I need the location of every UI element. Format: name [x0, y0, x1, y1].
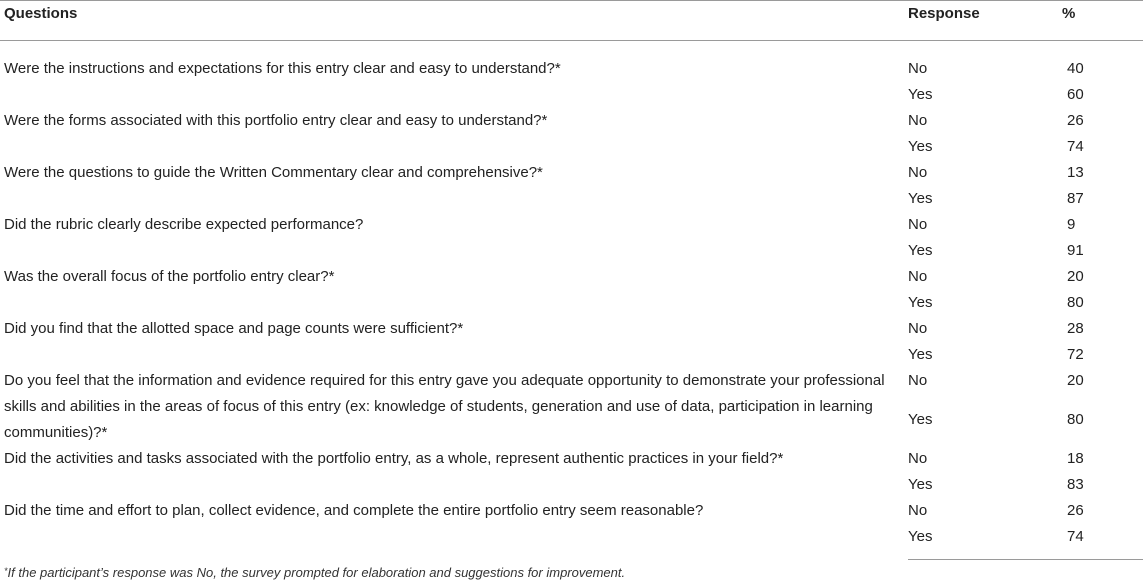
- response-cell: Yes: [908, 86, 933, 103]
- question-cell: [0, 108, 908, 160]
- table-body: [0, 41, 1143, 560]
- response-cell: Yes: [908, 294, 933, 311]
- table-header: [0, 1, 1143, 41]
- question-text: Do you feel that the information and evidence required for this entry gave you adequate opportunity to demonstrate your professional skills and abilities in the areas of focus of this entry (ex: knowledge of students, generation and use of data, participation in learning communities)?*: [4, 372, 885, 441]
- percent-cell: 80: [1067, 411, 1084, 428]
- percent-cell: 60: [1067, 86, 1084, 103]
- response-cell: Yes: [908, 346, 933, 363]
- question-cell: [0, 41, 908, 109]
- percent-cell: 87: [1067, 190, 1084, 207]
- percent-cell: 83: [1067, 476, 1084, 493]
- response-cell: No: [908, 372, 928, 389]
- response-cell: Yes: [908, 476, 933, 493]
- question-cell: [0, 316, 908, 368]
- table-row: [0, 368, 1143, 407]
- question-text: Did you find that the allotted space and page counts were sufficient?*: [4, 320, 464, 337]
- percent-cell: 20: [1067, 372, 1084, 389]
- table-footnote: [4, 564, 625, 582]
- footnote-text: If the participant’s response was No, the survey prompted for elaboration and suggestions for improvement.: [7, 565, 626, 580]
- header-questions: Questions: [0, 1, 908, 41]
- response-cell: No: [908, 268, 928, 285]
- question-cell: [0, 446, 908, 498]
- percent-cell: 91: [1067, 242, 1084, 259]
- percent-cell: 28: [1067, 320, 1084, 337]
- percent-cell: 72: [1067, 346, 1084, 363]
- table-row: [0, 41, 1143, 83]
- percent-cell: 20: [1067, 268, 1084, 285]
- table-row: [0, 212, 1143, 238]
- question-text: Did the activities and tasks associated with the portfolio entry, as a whole, represent authentic practices in your field?*: [4, 450, 784, 467]
- question-text: Were the forms associated with this portfolio entry clear and easy to understand?*: [4, 112, 548, 129]
- response-cell: No: [908, 502, 928, 519]
- response-cell: Yes: [908, 242, 933, 259]
- response-cell: Yes: [908, 411, 933, 428]
- response-cell: Yes: [908, 190, 933, 207]
- footnote-marker: *: [4, 566, 8, 576]
- percent-cell: 74: [1038, 524, 1143, 560]
- question-cell: [0, 368, 908, 446]
- question-cell: [0, 264, 908, 316]
- question-text: Was the overall focus of the portfolio entry clear?*: [4, 268, 335, 285]
- header-response: Response: [908, 1, 1038, 41]
- question-text: Were the questions to guide the Written Commentary clear and comprehensive?*: [4, 164, 543, 181]
- response-cell: No: [908, 164, 928, 181]
- response-cell: No: [908, 112, 928, 129]
- question-cell: [0, 160, 908, 212]
- question-text: Did the rubric clearly describe expected performance?: [4, 216, 364, 233]
- header-row: [0, 1, 1143, 41]
- table-row: [0, 108, 1143, 134]
- percent-cell: 18: [1067, 450, 1084, 467]
- percent-cell: 9: [1067, 216, 1076, 233]
- table-row: [0, 498, 1143, 524]
- percent-cell: 13: [1067, 164, 1084, 181]
- percent-cell: 26: [1067, 502, 1084, 519]
- response-cell: No: [908, 60, 928, 77]
- response-cell: No: [908, 450, 928, 467]
- response-cell: Yes: [908, 524, 1038, 560]
- response-cell: Yes: [908, 138, 933, 155]
- table-row: [0, 160, 1143, 186]
- table-row: [0, 446, 1143, 472]
- question-cell: [0, 498, 908, 560]
- question-text: Were the instructions and expectations for this entry clear and easy to understand?*: [4, 60, 561, 77]
- question-text: Did the time and effort to plan, collect evidence, and complete the entire portfolio entry seem reasonable?: [4, 502, 704, 519]
- percent-cell: 26: [1067, 112, 1084, 129]
- table-row: [0, 264, 1143, 290]
- question-cell: [0, 212, 908, 264]
- header-percent: %: [1038, 1, 1143, 41]
- response-cell: No: [908, 216, 928, 233]
- percent-cell: 74: [1067, 138, 1084, 155]
- percent-cell: 40: [1067, 60, 1084, 77]
- percent-cell: 80: [1067, 294, 1084, 311]
- response-cell: No: [908, 320, 928, 337]
- table-row: [0, 316, 1143, 342]
